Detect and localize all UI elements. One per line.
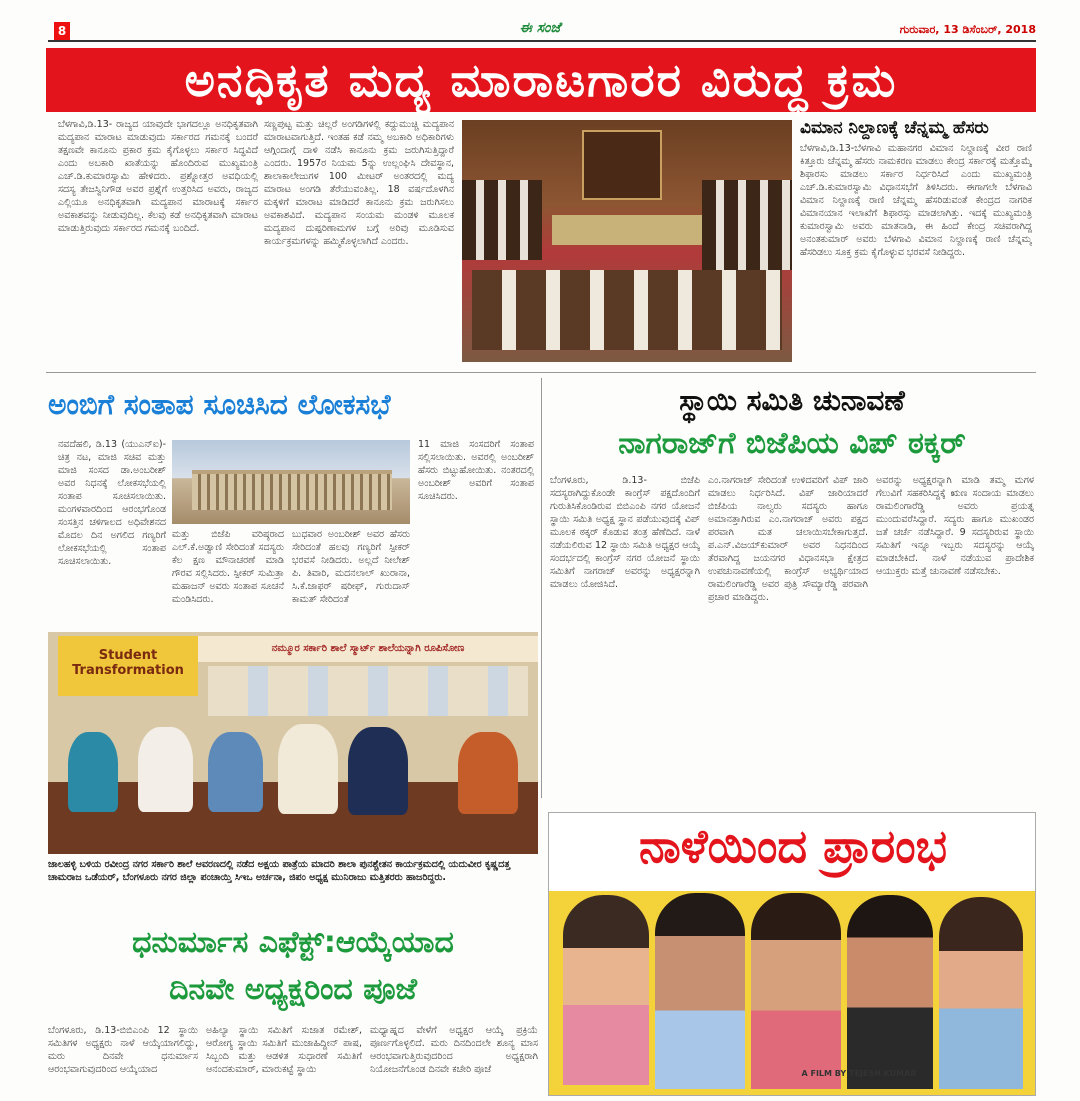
actor-image-4: [847, 895, 933, 1089]
school-event-banner: ನಮ್ಮೂರ ಸರ್ಕಾರಿ ಶಾಲೆ ಸ್ಮಾರ್ಟ್ ಶಾಲೆಯನ್ನಾಗಿ ರೂಪಿಸೋಣ: [198, 636, 538, 662]
school-photo-caption: ಜಾಲಹಳ್ಳಿ ಬಳಿಯ ರವೀಂದ್ರ ನಗರ ಸರ್ಕಾರಿ ಶಾಲೆ ಆವರಣದಲ್ಲಿ ನಡೆದ ಅಕ್ಷಯ ಪಾತ್ರೆಯ ಮಾದರಿ ಶಾಲಾ ಪುನಶ್ಚೇತನ ಕಾರ್ಯಕ್ರಮದಲ್ಲಿ ಯದುವೀರ ಕೃಷ್ಣದತ್ತ ಚಾಮರಾಜ ಒಡೆಯರ್, ಬೆಂಗಳೂರು ನಗರ ಜಿಲ್ಲಾ ಪಂಚಾಯ್ತಿ ಸಿಇಒ ಅರ್ಚನಾ, ಜಿಪಂ ಅಧ್ಯಕ್ಷ ಮುನಿರಾಜು ಮತ್ತಿತರರು ಹಾಜರಿದ್ದರು.: [48, 859, 511, 883]
dhanurmasa-column-1: ಬೆಂಗಳೂರು, ಡಿ.13-ಬಿಬಿಎಂಪಿ 12 ಸ್ಥಾಯಿ ಸಮಿತಿಗಳ ಅಧ್ಯಕ್ಷರು ನಾಳೆ ಆಯ್ಕೆಯಾಗಲಿದ್ದು, ಮರು ದಿನವೇ ಧನುರ್ಮಾಸ ಆರಂಭವಾಗುವುದರಿಂದ ಆಯ್ಕೆಯಾದ: [48, 1025, 198, 1075]
dhanurmasa-headline-line-2: ದಿನವೇ ಅಧ್ಯಕ್ಷರಿಂದ ಪೂಜೆ: [169, 972, 417, 1007]
student-transformation-board: Student Transformation: [58, 636, 198, 696]
dhanurmasa-column-3: ಮಧ್ಯಾಹ್ನದ ವೇಳೆಗೆ ಅಧ್ಯಕ್ಷರ ಆಯ್ಕೆ ಪ್ರಕ್ರಿಯೆ ಪೂರ್ಣಗೊಳ್ಳಲಿದೆ. ಮರು ದಿನದಿಂದಲೇ ಶೂನ್ಯ ಮಾಸ ಆರಂಭವಾಗುತ್ತಿರುವುದರಿಂದ ಅಧ್ಯಕ್ಷರಾಗಿ ನಿಯೋಜನೆಗೊಂಡ ದಿನವೇ ಕಚೇರಿ ಪೂಜೆ: [370, 1025, 538, 1075]
ambareesh-column-2: ಮತ್ತು ಬಿಜೆಪಿ ವರಿಷ್ಠರಾದ ಎಲ್.ಕೆ.ಅಡ್ವಾಣಿ ಸೇರಿದಂತೆ ಸದಸ್ಯರು ಕೆಲ ಕ್ಷಣ ಮೌನಾಚರಣೆ ಮಾಡಿ ಗೌರವ ಸಲ್ಲಿಸಿದರು. ಸ್ಪೀಕರ್ ಸುಮಿತ್ರಾ ಮಹಾಜನ್ ಅವರು ಸಂತಾಪ ಸೂಚನೆ ಮಂಡಿಸಿದರು.: [172, 529, 284, 605]
ambareesh-column-3: ಬುಧವಾರ ಅಂಬರೀಶ್ ಅವರ ಹೆಸರು ಸೇರಿದಂತೆ ಹಲವು ಗಣ್ಯರಿಗೆ ಸ್ಪೀಕರ್ ಭರವಸೆ ನೀಡಿದರು. ಅಲ್ಲದೆ ನೀಲೇಶ್ ಪಿ. ತಿವಾರಿ, ಮದನಲಾಲ್ ಖುರಾನಾ, ಸಿ.ಕೆ.ಜಾಫರ್ ಷರೀಫ್, ಗುರುದಾಸ್ ಕಾಮತ್ ಸೇರಿದಂತೆ: [292, 529, 410, 605]
lead-story-column-1: ಬೆಳಗಾವಿ,ಡಿ.13- ರಾಜ್ಯದ ಯಾವುದೇ ಭಾಗದಲ್ಲೂ ಅನಧಿಕೃತವಾಗಿ ಮದ್ಯಪಾನ ಮಾರಾಟ ಮಾಡುವುದು ಸರ್ಕಾರದ ಗಮನಕ್ಕೆ ಬಂದರೆ ತಕ್ಷಣವೇ ಕಾನೂನು ಪ್ರಕಾರ ಕ್ರಮ ಕೈಗೊಳ್ಳಲು ಸರ್ಕಾರ ಸಿದ್ಧವಿದೆ ಎಂದು ಅಬಕಾರಿ ಖಾತೆಯನ್ನು ಹೊಂದಿರುವ ಮುಖ್ಯಮಂತ್ರಿ ಎಚ್.ಡಿ.ಕುಮಾರಸ್ವಾಮಿ ಹೇಳಿದರು. ಪ್ರಶ್ನೋತ್ತರ ಅವಧಿಯಲ್ಲಿ ಸದಸ್ಯ ತೇಜಸ್ವಿನಿಗೌಡ ಅವರ ಪ್ರಶ್ನೆಗೆ ಉತ್ತರಿಸಿದ ಅವರು, ರಾಜ್ಯದ ಎಲ್ಲಿಯೂ ಅನಧಿಕೃತವಾಗಿ ಮದ್ಯಪಾನ ಮಾರಾಟಕ್ಕೆ ಸರ್ಕಾರ ಅವಕಾಶವನ್ನು ನೀಡುವುದಿಲ್ಲ. ಕೆಲವು ಕಡೆ ಅನಧಿಕೃತವಾಗಿ ಮಾರಾಟ ಮಾಡುತ್ತಿರುವುದು ಸರ್ಕಾರದ ಗಮನಕ್ಕೆ ಬಂದಿದೆ.: [58, 119, 258, 234]
masthead: ಈ ಸಂಜೆ: [519, 20, 561, 36]
airport-story-headline: ವಿಮಾನ ನಿಲ್ದಾಣಕ್ಕೆ ಚೆನ್ನಮ್ಮ ಹೆಸರು: [800, 118, 989, 138]
movie-advertisement: [548, 812, 1036, 1096]
committee-column-3: ಅವರನ್ನು ಅಧ್ಯಕ್ಷರನ್ನಾಗಿ ಮಾಡಿ ತಮ್ಮ ಮಗಳ ಗೆಲುವಿಗೆ ಸಹಕರಿಸಿದ್ದಕ್ಕೆ ಋಣ ಸಂದಾಯ ಮಾಡಲು ರಾಮಲಿಂಗಾರೆಡ್ಡಿ ಅವರು ಪ್ರಯತ್ನ ಮುಂದುವರೆಸಿದ್ದಾರೆ. ಸದ್ಯರು ಹಾಗೂ ಮುಖಂಡರ ಜತೆ ಚರ್ಚೆ ನಡೆಸಿದ್ದಾರೆ. 9 ಸದಸ್ಯರಿರುವ ಸ್ಥಾಯಿ ಸಮಿತಿಗೆ ಇನ್ನೂ ಇಬ್ಬರು ಸದಸ್ಯರನ್ನು ಆಯ್ಕೆ ಮಾಡಬೇಕಿದೆ. ನಾಳೆ ನಡೆಯುವ ಪ್ರಾದೇಶಿಕ ಆಯುಕ್ತರು ಮತ್ತೆ ಚುನಾವಣೆ ನಡೆಸಬೇಕು.: [876, 475, 1034, 577]
ambareesh-column-1: ನವದೆಹಲಿ, ಡಿ.13 (ಯುಎನ್‌ಐ)- ಚಿತ್ರ ನಟ, ಮಾಜಿ ಸಚಿವ ಮತ್ತು ಮಾಜಿ ಸಂಸದ ಡಾ.ಅಂಬರೀಶ್ ಅವರ ನಿಧನಕ್ಕೆ ಲೋಕಸಭೆಯಲ್ಲಿ ಸಂತಾಪ ಸೂಚಿಸಲಾಯಿತು. ಮಂಗಳವಾರದಿಂದ ಆರಂಭಗೊಂಡ ಸಂಸತ್ತಿನ ಚಳಿಗಾಲದ ಅಧಿವೇಶನದ ಮೊದಲ ದಿನ ಅಗಲಿದ ಗಣ್ಯರಿಗೆ ಲೋಕಸಭೆಯಲ್ಲಿ ಸಂತಾಪ ಸೂಚಿಸಲಾಯಿತು.: [58, 439, 166, 567]
actor-image-1: [563, 895, 649, 1085]
assembly-session-photo: [462, 120, 792, 362]
page-number: 8: [54, 22, 70, 40]
actor-image-5: [939, 897, 1023, 1089]
lead-headline: ಅನಧಿಕೃತ ಮದ್ಯ ಮಾರಾಟಗಾರರ ವಿರುದ್ಧ ಕ್ರಮ: [46, 48, 1036, 112]
committee-column-1: ಬೆಂಗಳೂರು, ಡಿ.13- ಬಿಜೆಪಿ ಸದಸ್ಯರಾಗಿದ್ದುಕೊಂಡೇ ಕಾಂಗ್ರೆಸ್ ಪಕ್ಷದೊಂದಿಗೆ ಗುರುತಿಸಿಕೊಂಡಿರುವ ಬಿಬಿಎಂಪಿ ನಗರ ಯೋಜನೆ ಸ್ಥಾಯಿ ಸಮಿತಿ ಅಧ್ಯಕ್ಷ ಸ್ಥಾನ ಪಡೆಯುವುದಕ್ಕೆ ವಿಪ್ ಮೂಲಕ ಠಕ್ಕರ್ ಕೊಡುವ ತಂತ್ರ ಹೆಣೆದಿದೆ. ನಾಳೆ ನಡೆಯಲಿರುವ 12 ಸ್ಥಾಯಿ ಸಮಿತಿ ಅಧ್ಯಕ್ಷರ ಆಯ್ಕೆ ಸಂದರ್ಭದಲ್ಲಿ ಕಾಂಗ್ರೆಸ್ ನಗರ ಯೋಜನೆ ಸ್ಥಾಯಿ ಸಮಿತಿಗೆ ನಾಗರಾಜ್ ಅವರನ್ನು ಅಧ್ಯಕ್ಷರನ್ನಾಗಿ ಮಾಡಲು ಯೋಜಿಸಿದೆ.: [550, 475, 700, 590]
committee-headline: ನಾಗರಾಜ್‌ಗೆ ಬಿಜೆಪಿಯ ವಿಪ್ ಠಕ್ಕರ್: [618, 426, 966, 461]
ambareesh-column-4: 11 ಮಾಜಿ ಸಂಸದರಿಗೆ ಸಂತಾಪ ಸಲ್ಲಿಸಲಾಯಿತು. ಅವರಲ್ಲಿ ಅಂಬರೀಶ್ ಹೆಸರು ಬಿಟ್ಟುಹೋಯಿತು. ನಂತರದಲ್ಲಿ ಅಂಬರೀಶ್ ಅವರಿಗೆ ಸಂತಾಪ ಸೂಚಿಸಿದರು.: [418, 439, 534, 502]
committee-column-2: ಎಂ.ನಾಗರಾಜ್ ಸೇರಿದಂತೆ ಉಳಿದವರಿಗೆ ವಿಪ್ ಜಾರಿ ಮಾಡಲು ನಿರ್ಧರಿಸಿದೆ. ವಿಪ್ ಜಾರಿಯಾದರೆ ಬಿಜೆಪಿಯ ನಾಲ್ವರು ಸದಸ್ಯರು ಹಾಗೂ ಅಮಾನತ್ತಾಗಿರುವ ಎಂ.ನಾಗರಾಜ್ ಅವರು ಪಕ್ಷದ ಪರವಾಗಿ ಮತ ಚಲಾಯಿಸಬೇಕಾಗುತ್ತದೆ. ಪ.ಎನ್.ವಿಜಯ್‌ಕುಮಾರ್ ಅವರ ನಿಧನದಿಂದ ತೆರವಾಗಿದ್ದ ಜಯನಗರ ವಿಧಾನಸಭಾ ಕ್ಷೇತ್ರದ ಉಪಚುನಾವಣೆಯಲ್ಲಿ ಕಾಂಗ್ರೆಸ್ ಅಭ್ಯರ್ಥಿಯಾದ ರಾಮಲಿಂಗಾರೆಡ್ಡಿ ಅವರ ಪುತ್ರಿ ಸೌಮ್ಯಾರೆಡ್ಡಿ ಪರವಾಗಿ ಪ್ರಚಾರ ಮಾಡಿದ್ದರು.: [708, 475, 868, 603]
airport-story-text: ಬೆಳಗಾವಿ,ಡಿ.13-ಬೆಳಗಾವಿ ಮಹಾನಗರ ವಿಮಾನ ನಿಲ್ದಾಣಕ್ಕೆ ವೀರ ರಾಣಿ ಕಿತ್ತೂರು ಚೆನ್ನಮ್ಮ ಹೆಸರು ನಾಮಕರಣ ಮಾಡಲು ಕೇಂದ್ರ ಸರ್ಕಾರಕ್ಕೆ ಮತ್ತೊಮ್ಮೆ ಶಿಫಾರಸು ಮಾಡಲು ಸರ್ಕಾರ ನಿರ್ಧರಿಸಿದೆ ಎಂದು ಮುಖ್ಯಮಂತ್ರಿ ಎಚ್.ಡಿ.ಕುಮಾರಸ್ವಾಮಿ ವಿಧಾನಸಭೆಗೆ ತಿಳಿಸಿದರು. ಈಗಾಗಲೇ ಬೆಳಗಾವಿ ವಿಮಾನ ನಿಲ್ದಾಣಕ್ಕೆ ರಾಣಿ ಚೆನ್ನಮ್ಮ ಹೆಸರಿಡುವಂತೆ ಕೇಂದ್ರದ ನಾಗರಿಕ ವಿಮಾನಯಾನ ಇಲಾಖೆಗೆ ಶಿಫಾರಸ್ಸು ಮಾಡಲಾಗಿತ್ತು. ಇದಕ್ಕೆ ಮುಖ್ಯಮಂತ್ರಿ ಕುಮಾರಸ್ವಾಮಿ ಅವರು ಮಾತನಾಡಿ, ಈ ಹಿಂದೆ ಕೇಂದ್ರ ಸಚಿವರಾಗಿದ್ದ ಅನಂತಕುಮಾರ್ ಅವರು ಬೆಳಗಾವಿ ವಿಮಾನ ನಿಲ್ದಾಣಕ್ಕೆ ರಾಣಿ ಚೆನ್ನಮ್ಮ ಹೆಸರಿಡಲು ಸೂಕ್ತ ಕ್ರಮ ಕೈಗೊಳ್ಳುವ ಭರವಸೆ ನೀಡಿದ್ದರು.: [800, 143, 1032, 258]
date-line: ಗುರುವಾರ, 13 ಡಿಸೆಂಬರ್, 2018: [899, 23, 1036, 36]
column-divider: [541, 378, 542, 798]
actor-image-3: [751, 893, 841, 1089]
movie-ad-credit: A FILM BY TEJESH KUMAR: [801, 1069, 917, 1078]
committee-kicker: ಸ್ಥಾಯಿ ಸಮಿತಿ ಚುನಾವಣೆ: [679, 384, 905, 417]
dhanurmasa-column-2: ಅಹಿಲ್ಯಾ ಸ್ಥಾಯಿ ಸಮಿತಿಗೆ ಸುಜಾತ ರಮೇಶ್, ಆರೋಗ್ಯ ಸ್ಥಾಯಿ ಸಮಿತಿಗೆ ಮುಜಾಹಿದ್ದೀನ್ ಪಾಷ, ಸಿಬ್ಬಂದಿ ಮತ್ತು ಆಡಳಿತ ಸುಧಾರಣೆ ಸಮಿತಿಗೆ ಆನಂದಕುಮಾರ್, ಮಾರುಕಟ್ಟೆ ಸ್ಥಾಯಿ: [206, 1025, 362, 1075]
section-divider: [46, 372, 1036, 373]
lead-story-column-2: ಸಣ್ಣಪುಟ್ಟ ಮತ್ತು ಚಿಲ್ಲರೆ ಅಂಗಡಿಗಳಲ್ಲಿ ಕದ್ದುಮುಚ್ಚಿ ಮದ್ಯಪಾನ ಮಾರಾಟವಾಗುತ್ತಿದೆ. ಇಂತಹ ಕಡೆ ನಮ್ಮ ಅಬಕಾರಿ ಅಧಿಕಾರಿಗಳು ಆಗ್ಗಿಂದಾಗ್ಗೆ ದಾಳಿ ನಡೆಸಿ ಕಾನೂನು ಕ್ರಮ ಜರುಗಿಸುತ್ತಿದ್ದಾರೆ ಎಂದರು. 1957ರ ನಿಯಮ 5ನ್ನು ಉಲ್ಲಂಘಿಸಿ ದೇವಸ್ಥಾನ, ಶಾಲಾಕಾಲೇಜುಗಳ 100 ಮೀಟರ್ ಅಂತರದಲ್ಲಿ ಮದ್ಯ ಮಾರಾಟ ಅಂಗಡಿ ತೆರೆಯುವಂತಿಲ್ಲ. 18 ವರ್ಷದೊಳಗಿನ ಮಕ್ಕಳಿಗೆ ಮಾರಾಟ ಮಾಡಿದರೆ ಕಾನೂನು ಕ್ರಮ ಜರುಗಿಸಲು ಅವಕಾಶವಿದೆ. ಮದ್ಯಪಾನ ಸಂಯಮ ಮಂಡಳಿ ಮೂಲಕ ಮದ್ಯಪಾನ ದುಷ್ಪರಿಣಾಮಗಳ ಬಗ್ಗೆ ಅರಿವು ಮೂಡಿಸುವ ಕಾರ್ಯಕ್ರಮಗಳನ್ನು ಹಮ್ಮಿಕೊಳ್ಳಲಾಗಿದೆ ಎಂದರು.: [264, 119, 454, 247]
dhanurmasa-headline-line-1: ಧನುರ್ಮಾಸ ಎಫೆಕ್ಟ್:ಆಯ್ಕೆಯಾದ: [132, 925, 454, 960]
actor-image-2: [655, 893, 745, 1089]
parliament-photo: [172, 440, 410, 524]
school-event-photo: [48, 632, 538, 854]
movie-ad-title: ನಾಳೆಯಿಂದ ಪ್ರಾರಂಭ: [638, 819, 948, 873]
ambareesh-headline: ಅಂಬಿಗೆ ಸಂತಾಪ ಸೂಚಿಸಿದ ಲೋಕಸಭೆ: [48, 388, 391, 421]
